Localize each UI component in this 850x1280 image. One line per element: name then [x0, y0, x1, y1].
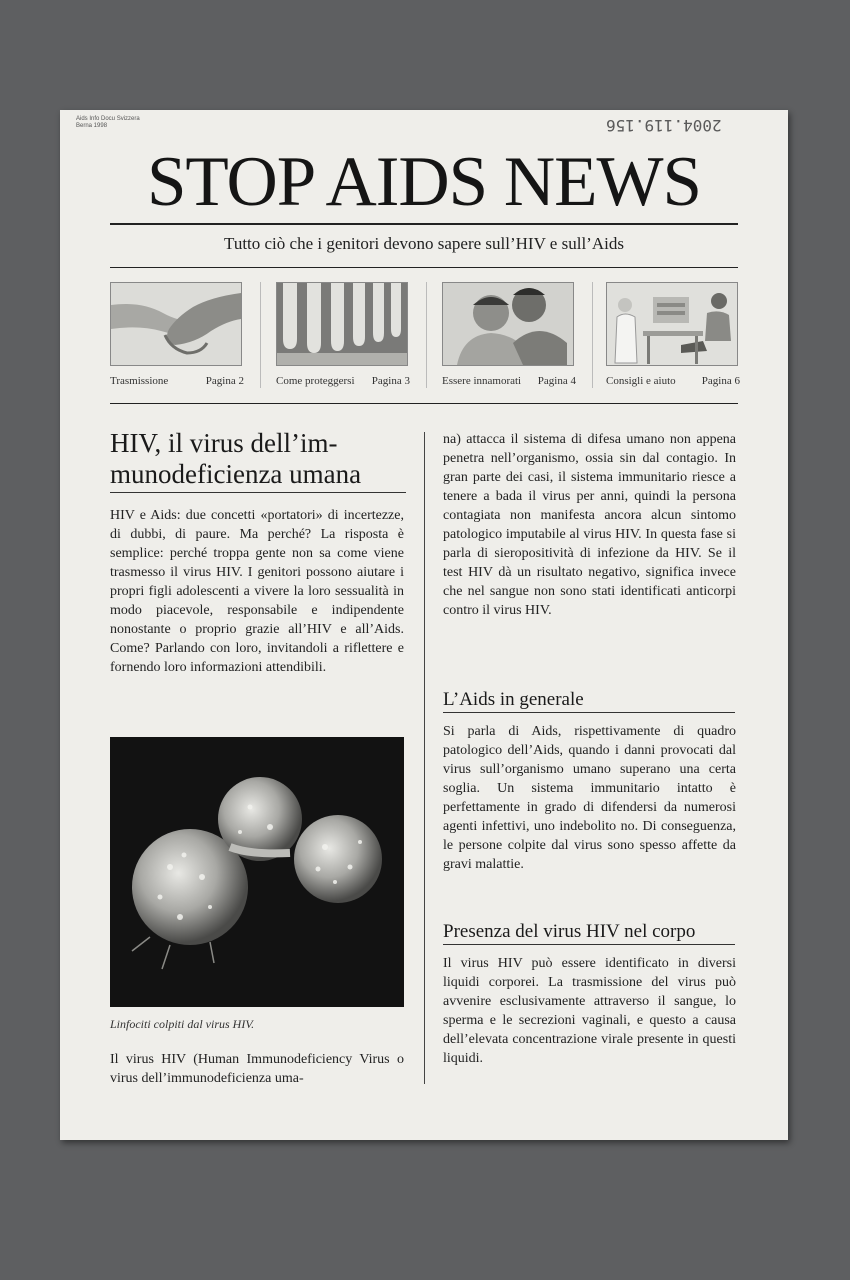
masthead-title: STOP AIDS NEWS — [146, 143, 702, 221]
publisher-imprint — [76, 116, 140, 130]
contents-divider — [592, 282, 593, 388]
contents-caption — [442, 374, 576, 388]
article-intro: HIV e Aids: due concetti «portatori» di incertezze, di dubbi, di paure. Ma perché? La risposta è semplice: perché troppa gente non sa come viene trasmesso il virus HIV. I genitori possono aiutare i propri figli adolescenti a vivere la loro sessualità in modo piacevole, responsabile e indipendente nonostante o proprio grazie all’HIV e all’Aids. Come? Parlando con loro, invitandoli a riflettere e fornendo loro informazioni attendibili. — [110, 508, 404, 675]
photo-caption: Linfociti colpiti dal virus HIV. — [110, 1017, 255, 1031]
contents-page: Pagina 2 — [205, 375, 244, 387]
article-continued-right: na) attacca il sistema di difesa umano non appena penetra nell’organismo, ossia sin dal contagio. In gran parte dei casi, il sistema immunitario riesce a tenere a bada il virus per anni, quindi la persona contagiata non manifesta ancora alcun sintomo patologico imputabile al virus HIV. In questa fase si parla di sieropositività di infezione da HIV. Se il test HIV dà un risultato negativo, significa invece che nel sangue non sono stati identificati anticorpi contro il virus HIV. — [443, 432, 736, 618]
contents-page: Pagina 3 — [371, 375, 410, 387]
contents-label: Come proteggersi — [276, 375, 355, 387]
article-headline: HIV, il virus dell’im-munodeficienza umana — [110, 428, 362, 489]
contents-divider — [260, 282, 261, 388]
contents-label: Consigli e aiuto — [606, 375, 676, 387]
article-continued-left: Il virus HIV (Human Immunodeficiency Virus o virus dell’immunodeficienza uma- — [110, 1052, 404, 1086]
contents-page: Pagina 4 — [537, 375, 576, 387]
contents-caption — [110, 374, 244, 388]
masthead-rule — [110, 223, 738, 225]
section-text-aids-in-generale: Si parla di Aids, rispettivamente di quadro patologico dell’Aids, quando i danni provocati dal virus sull’organismo umano superano una certa soglia. Un sistema immunitario intatto è perfettamente in grado di difendersi da numerosi agenti infettivi, uno indebolito no. Di conseguenza, le persone colpite dal virus sono spesso affette da gravi malattie. — [443, 724, 736, 872]
lymphocytes-photo — [110, 737, 404, 1007]
newsletter-page — [60, 110, 788, 1140]
imprint-line: Berna 1998 — [76, 123, 108, 129]
contents-strip — [110, 282, 738, 392]
headline-rule — [110, 492, 406, 493]
contents-page: Pagina 6 — [701, 375, 740, 387]
section-text-presenza-virus: Il virus HIV può essere identificato in diversi liquidi corporei. La trasmissione del virus può avvenire esclusivamente attraverso il sangue, lo sperma e le secrezioni vaginali, e questo a causa dell’elevata concentrazione virale presente in questi liquidi. — [443, 956, 736, 1066]
couple-photo-icon — [442, 282, 574, 366]
imprint-line: Aids Info Docu Svizzera — [76, 116, 140, 122]
column-divider — [424, 432, 425, 1084]
contents-label: Essere innamorati — [442, 375, 522, 387]
contents-caption — [276, 374, 410, 388]
tagline: Tutto ciò che i genitori devono sapere sull’HIV e sull’Aids — [224, 234, 624, 253]
contents-caption — [606, 374, 740, 388]
section-title-aids-in-generale: L’Aids in generale — [443, 688, 735, 713]
tagline-rule — [110, 267, 738, 268]
contents-rule — [110, 403, 738, 404]
condoms-photo-icon — [276, 282, 408, 366]
counseling-photo-icon — [606, 282, 738, 366]
handwritten-accession-number: 2004.119.156 — [606, 116, 722, 135]
contents-label: Trasmissione — [110, 375, 169, 387]
handshake-photo-icon — [110, 282, 242, 366]
section-title-presenza-virus: Presenza del virus HIV nel corpo — [443, 920, 735, 945]
contents-divider — [426, 282, 427, 388]
